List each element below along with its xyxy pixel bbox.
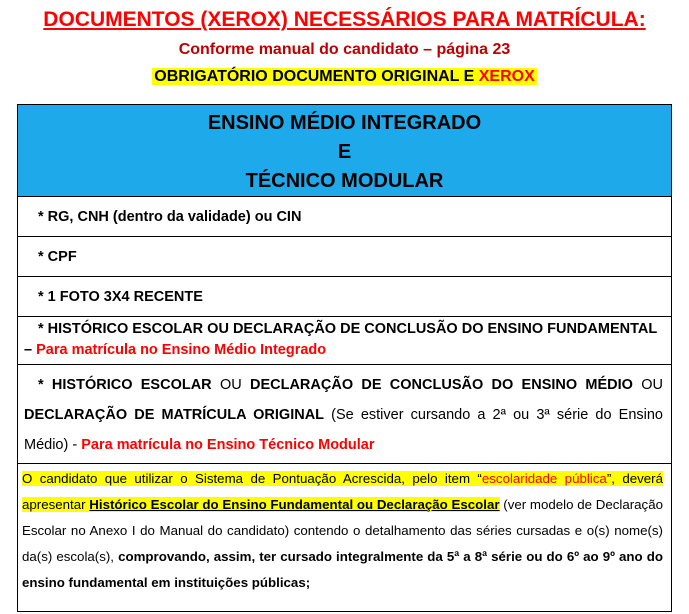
table-heading: ENSINO MÉDIO INTEGRADO E TÉCNICO MODULAR xyxy=(18,105,671,197)
item-rg: * RG, CNH (dentro da validade) ou CIN xyxy=(18,197,671,237)
documents-table xyxy=(17,104,672,612)
page-title: DOCUMENTOS (XEROX) NECESSÁRIOS PARA MATRÍCULA: xyxy=(43,8,646,31)
medio-note: Para matrícula no Ensino Técnico Modular xyxy=(81,437,375,453)
item-cpf: * CPF xyxy=(18,237,671,277)
item-historico-medio: * HISTÓRICO ESCOLAR OU DECLARAÇÃO DE CONCLUSÃO DO ENSINO MÉDIO OU DECLARAÇÃO DE MATRÍCULA ORIGINAL (Se estiver cursando a 2ª ou 3ª série do Ensino Médio) - Para matrícula no Ensino Técnico Modular xyxy=(18,365,671,464)
page-subtitle: Conforme manual do candidato – página 23 xyxy=(178,41,511,58)
item-historico-fundamental: * HISTÓRICO ESCOLAR OU DECLARAÇÃO DE CONCLUSÃO DO ENSINO FUNDAMENTAL – Para matrícula no Ensino Médio Integrado xyxy=(18,317,671,365)
item-foto: * 1 FOTO 3X4 RECENTE xyxy=(18,277,671,317)
item-pontuacao-acrescida: O candidato que utilizar o Sistema de Pontuação Acrescida, pelo item “escolaridade pública”, deverá apresentar Histórico Escolar do Ensino Fundamental ou Declaração Escolar (ver modelo de Declaração Escolar no Anexo I do Manual do candidato) contendo o detalhamento das séries cursadas e o(s) nome(s) da(s) escola(s), comprovando, assim, ter cursado integralmente da 5ª a 8ª série ou do 6º ao 9º ano do ensino fundamental em instituições públicas; xyxy=(22,471,663,590)
original-notice: OBRIGATÓRIO DOCUMENTO ORIGINAL E XEROX xyxy=(154,68,535,85)
xerox-word: XEROX xyxy=(478,68,535,85)
fundamental-note: Para matrícula no Ensino Médio Integrado xyxy=(36,342,327,358)
